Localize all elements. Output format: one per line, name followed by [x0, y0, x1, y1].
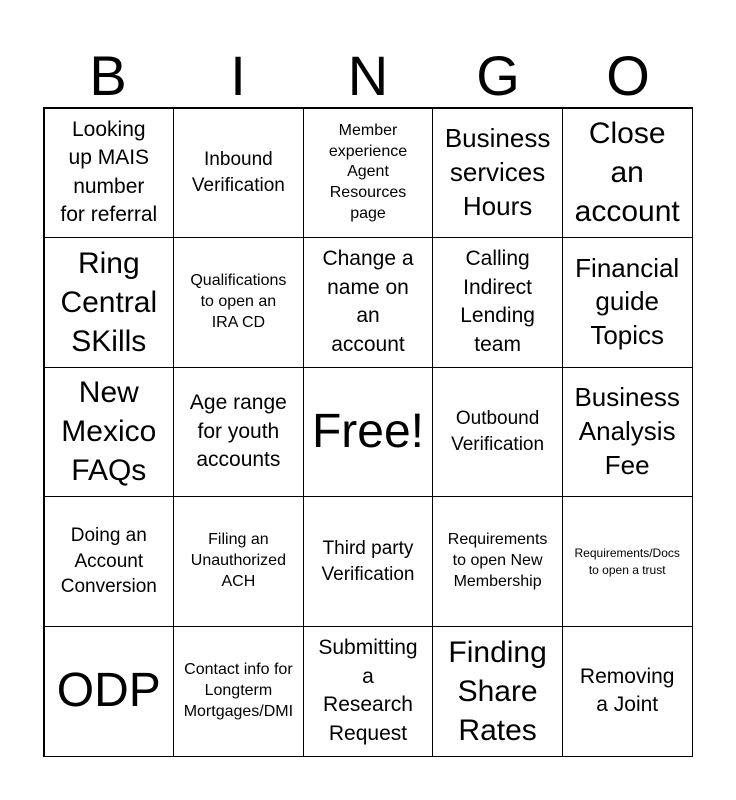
bingo-board	[43, 107, 693, 757]
bingo-cell-text: Looking up MAIS number for referral	[60, 117, 158, 227]
bingo-cell-text: ODP	[56, 663, 161, 717]
bingo-cell-text: Inbound Verification	[191, 149, 285, 196]
bingo-cell-text: Business Analysis Fee	[574, 382, 680, 480]
bingo-cell[interactable]	[44, 367, 175, 498]
bingo-cell-text: Finding Share Rates	[448, 635, 547, 747]
bingo-cell-text: Filing an Unauthorized ACH	[190, 531, 286, 590]
bingo-cell-text: Requirements/Docs to open a trust	[574, 546, 680, 577]
bingo-cell-text: Close an account	[574, 117, 680, 229]
bingo-cell[interactable]	[562, 496, 693, 627]
bingo-cell-text: Removing a Joint	[579, 664, 675, 717]
bingo-cell[interactable]	[432, 626, 563, 757]
bingo-cell[interactable]	[303, 237, 434, 368]
bingo-header	[43, 44, 693, 108]
bingo-cell[interactable]	[173, 367, 304, 498]
header-letter-o: O	[606, 44, 650, 107]
bingo-cell[interactable]	[44, 108, 175, 239]
bingo-cell-text: Calling Indirect Lending team	[460, 247, 535, 356]
bingo-cell[interactable]	[432, 108, 563, 239]
bingo-cell[interactable]	[44, 496, 175, 627]
bingo-cell[interactable]	[432, 237, 563, 368]
free-space-cell[interactable]	[303, 367, 434, 498]
bingo-cell-text: Age range for youth accounts	[189, 391, 287, 472]
bingo-cell[interactable]	[173, 108, 304, 239]
bingo-cell[interactable]	[303, 626, 434, 757]
header-letter-b: B	[89, 44, 127, 107]
bingo-cell-text: Doing an Account Conversion	[60, 525, 157, 598]
header-letter-i: I	[230, 44, 246, 107]
bingo-cell[interactable]	[562, 367, 693, 498]
bingo-cell-text: Change a name on an account	[322, 247, 414, 356]
bingo-cell[interactable]	[432, 496, 563, 627]
bingo-cell-text: Requirements to open New Membership	[447, 531, 548, 590]
bingo-cell[interactable]	[173, 626, 304, 757]
bingo-cell-text: Qualifications to open an IRA CD	[190, 272, 287, 331]
bingo-cell-text: Outbound Verification	[451, 408, 545, 455]
bingo-cell-text: Free!	[311, 404, 424, 458]
bingo-cell-text: Member experience Agent Resources page	[328, 121, 408, 222]
bingo-cell[interactable]	[44, 237, 175, 368]
bingo-cell-text: Ring Central SKills	[60, 246, 158, 358]
bingo-cell-text: Submitting a Research Request	[318, 636, 418, 745]
header-letter-g: G	[476, 44, 520, 107]
bingo-cell-text: New Mexico FAQs	[61, 376, 157, 488]
bingo-cell[interactable]	[562, 237, 693, 368]
header-letter-n: N	[347, 44, 389, 107]
bingo-cell-text: Third party Verification	[321, 537, 415, 585]
bingo-cell[interactable]	[432, 367, 563, 498]
bingo-cell-text: Financial guide Topics	[575, 252, 680, 351]
bingo-cell[interactable]	[303, 108, 434, 239]
bingo-cell[interactable]	[173, 496, 304, 627]
bingo-cell[interactable]	[173, 237, 304, 368]
bingo-cell[interactable]	[562, 108, 693, 239]
bingo-cell-text: Business services Hours	[444, 123, 551, 221]
bingo-cell-text: Contact info for Longterm Mortgages/DMI	[183, 661, 294, 720]
bingo-cell[interactable]	[44, 626, 175, 757]
bingo-cell[interactable]	[562, 626, 693, 757]
bingo-cell[interactable]	[303, 496, 434, 627]
